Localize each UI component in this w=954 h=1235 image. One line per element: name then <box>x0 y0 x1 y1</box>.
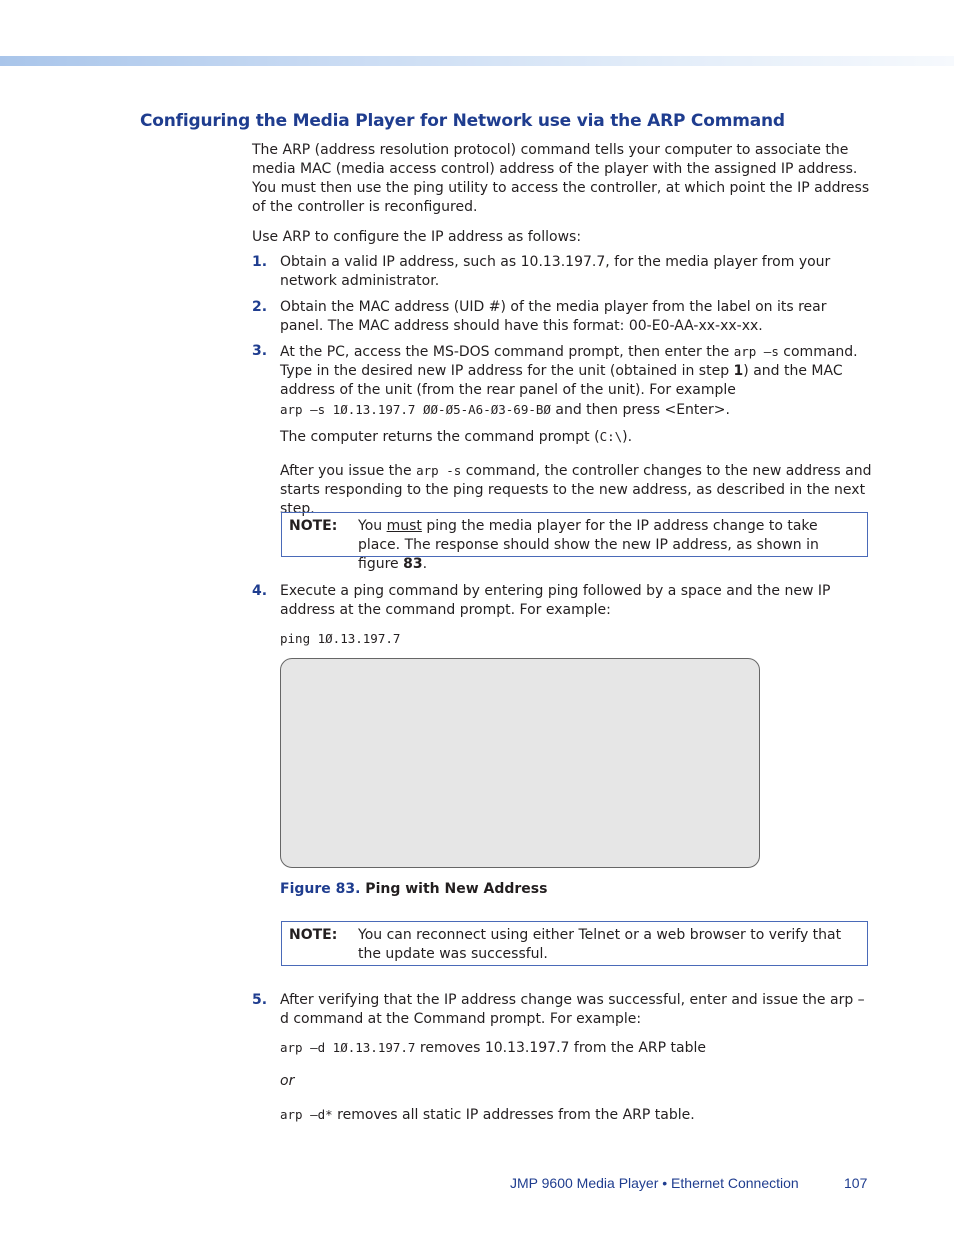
step-text: After verifying that the IP address change was successful, enter and issue the arp –d command at the Command prompt. For example: <box>280 992 865 1027</box>
step-3 <box>280 342 872 519</box>
step-number: 4. <box>252 583 268 599</box>
step-number: 2. <box>252 299 268 315</box>
use-arp-paragraph <box>252 228 872 247</box>
use-arp-text: Use ARP to configure the IP address as follows: <box>252 229 582 245</box>
step-2 <box>280 298 870 336</box>
note-label: NOTE: <box>289 518 338 534</box>
after-text: After you issue the arp -s command, the controller changes to the new address and starts responding to the ping requests to the new address, as described in the next step. <box>280 463 872 517</box>
note-box <box>281 921 868 966</box>
header-gradient-bar <box>0 56 954 66</box>
command-example: ping 1Ø.13.197.7 <box>280 631 401 646</box>
intro-text: The ARP (address resolution protocol) command tells your computer to associate the media MAC (media access control) address of the player with the assigned IP address. You must then use the ping utility to access the controller, at which point the IP address of the controller is reconfigured. <box>252 142 870 215</box>
note-text: You can reconnect using either Telnet or a web browser to verify that the update was successful. <box>358 927 842 962</box>
page-number: 107 <box>844 1175 868 1191</box>
step-4 <box>280 582 870 648</box>
note-text: You must ping the media player for the IP address change to take place. The response should show the new IP address, as shown in figure 83. <box>358 518 819 572</box>
ping-screenshot-placeholder <box>280 658 760 868</box>
note-label: NOTE: <box>289 927 338 943</box>
step-text: Obtain a valid IP address, such as 10.13.197.7, for the media player from your network administrator. <box>280 254 831 289</box>
inline-code: arp –s <box>733 344 779 359</box>
step-number: 5. <box>252 992 268 1008</box>
inline-code: arp -s <box>416 463 462 478</box>
note-box <box>281 512 868 572</box>
step-text: At the PC, access the MS-DOS command prompt, then enter the arp –s command. Type in the desired new IP address for the unit (obtained in step 1) and the MAC address of the unit (from the rear panel of the unit). For example arp –s 1Ø.13.197.7 ØØ-Ø5-A6-Ø3-69-BØ and then press <Enter>. <box>280 344 858 418</box>
step-number: 3. <box>252 343 268 359</box>
command-example: arp –s 1Ø.13.197.7 ØØ-Ø5-A6-Ø3-69-BØ <box>280 402 551 417</box>
figure-caption: Figure 83. Ping with New Address <box>280 881 548 897</box>
or-text: or <box>280 1073 295 1089</box>
step-text: Execute a ping command by entering ping followed by a space and the new IP address at the command prompt. For example: <box>280 583 831 618</box>
returns-text: The computer returns the command prompt (C:\). <box>280 429 633 445</box>
step-number: 1. <box>252 254 268 270</box>
inline-code: C:\ <box>599 429 623 444</box>
step-5 <box>280 991 870 1125</box>
footer-title: JMP 9600 Media Player • Ethernet Connection <box>510 1175 799 1191</box>
step-1 <box>280 253 870 291</box>
command-line: arp –d 1Ø.13.197.7 removes 10.13.197.7 from the ARP table <box>280 1040 706 1056</box>
step-text: Obtain the MAC address (UID #) of the media player from the label on its rear panel. The MAC address should have this format: 00-E0-AA-xx-xx-xx. <box>280 299 827 334</box>
command-line: arp –d* removes all static IP addresses from the ARP table. <box>280 1107 695 1123</box>
section-heading: Configuring the Media Player for Network use via the ARP Command <box>140 111 785 131</box>
intro-paragraph <box>252 141 872 217</box>
